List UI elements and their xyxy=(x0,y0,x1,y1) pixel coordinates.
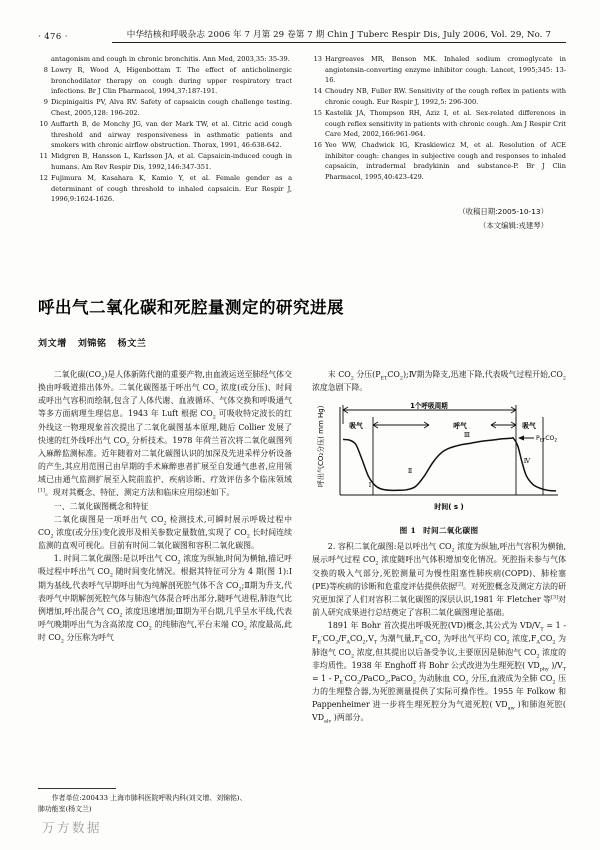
footnote-rule xyxy=(38,788,116,789)
figure-1 xyxy=(312,401,566,536)
reference-number: 11 xyxy=(39,152,48,161)
inspiration-label-right: 吸气 xyxy=(522,422,536,431)
petco2-annotation xyxy=(518,435,557,444)
reference-columns xyxy=(38,54,566,233)
reference-text: Lowry R, Wood A, Higenbottam T. The effect of anticholinergic bronchodilator therapy on cough during upper respiratory tract infections. Br J Clin Pharmacol, 1994,37:187-191. xyxy=(51,66,292,96)
reference-item xyxy=(312,86,566,107)
reference-item xyxy=(38,119,292,151)
article-title: 呼出气二氧化碳和死腔量测定的研究进展 xyxy=(38,298,344,317)
reference-text: Auffarth B, de Monchy JG, van der Mark TW, et al. Citric acid cough threshold and airway responsiveness in asthmatic patients and smokers with chronic airflow obstruction. Thorax, 1991, 46:638-642. xyxy=(51,120,292,150)
reference-number: 15 xyxy=(313,108,322,117)
body-paragraph: 2. 容积二氧化碳图:是以呼出气 $CO_2$ 浓度为纵轴,呼出气容积为横轴,展示呼气过程 $CO_2$ 浓度随呼出气体积增加变化情况。死腔指未参与气体交换的吸入气部分,死腔测量可为慢性阻塞性肺疾病(COPD)、肺栓塞(PE)等疾病的诊断和危重度评估提供依据[2]。对死腔概念及测定方法的研究更加深了人们对容积二氧化碳图的深层认识,1981 年 Fletcher 等[3]对前人研究成果进行总结奠定了容积二氧化碳图理论基础。 xyxy=(312,542,566,618)
phase-marker-1: Ⅰ xyxy=(368,481,372,490)
article-header xyxy=(38,294,566,349)
database-watermark: 万方数据 xyxy=(42,820,103,835)
breath-cycle-label: 1个呼吸周期 xyxy=(410,402,448,411)
reference-number: 12 xyxy=(39,174,48,183)
body-column-right xyxy=(312,368,566,725)
reference-item xyxy=(38,65,292,97)
reference-column-left xyxy=(38,54,292,233)
editor-note: （本文编辑:戎建琴） xyxy=(478,220,548,230)
reference-list-right xyxy=(312,54,566,183)
reference-text: Yeo WW, Chadwick IG, Kraskiewicz M, et al. Resolution of ACE inhibitor cough: changes in subjective cough and responses to inhaled capsaicin, intradermal bradykinin and substance-P. Br J Clin Pharmacol, 1995,40:423-429. xyxy=(325,141,566,182)
phase-marker-2: Ⅱ xyxy=(407,467,413,476)
affiliation-line-1: 作者单位:200433 上海市肺科医院呼吸内科(刘文增、刘锦铭)、 xyxy=(51,794,247,802)
body-paragraph: 末 $CO_2$ 分压$(P_{ET}CO_2);Ⅳ$期为降支,迅速下降,代表吸气过程开始$,CO_2$ 浓度急剧下降。 xyxy=(312,370,567,393)
capnogram-chart xyxy=(312,401,566,519)
journal-running-title: 中华结核和呼吸杂志 2006 年 7 月第 29 卷第 7 期 Chin J Tuberc Respir Dis, July 2006, Vol. 29, No. 7 xyxy=(112,28,566,43)
reference-number: 16 xyxy=(313,141,322,150)
body-text-right-bottom xyxy=(312,540,566,724)
reference-number: 14 xyxy=(313,87,322,96)
author-name: 杨文兰 xyxy=(117,339,147,349)
figure-caption xyxy=(312,525,566,536)
received-date-block xyxy=(312,205,566,233)
received-date: （收稿日期:2005-10-13） xyxy=(458,206,548,216)
body-paragraph: 二氧化碳$(CO_2)$是人体新陈代谢的重要产物,由血液运送至肺经气体交换由呼吸道排出体外。二氧化碳图基于呼出气 $CO_2$ 浓度(或分压)、时间或呼出气容积而绘制,包含了人体代谢、血液循环、气体交换和呼吸通气等多方面病理生理信息。1943 年 Luft 根据 $CO_2$ 可吸收特定波长的红外线这一物理现象首次提出了二氧化碳图基本原理,随后 Collier 发展了快速的红外线呼出气 $CO_2$ 分析技术。1978 年荷兰首次将二氧化碳图列入麻醉监测标准。近年随着对二氧化碳图认识的加深及先进采样分析设备的产生,其应用范围已由早期的手术麻醉患者扩展至自发通气患者,应用领域已由通气监测扩展至入院前监护、疾病诊断、疗效评估多个临床领域[1]。现对其概念、特征、测定方法和临床应用综述如下。 xyxy=(38,370,293,498)
reference-text: Hargreaves MR, Benson MK. Inhaled sodium cromoglycate in angiotensin-converting enzyme inhibitor cough. Lancet, 1995;345: 13-16. xyxy=(325,55,566,85)
figure-number: 图 1 xyxy=(399,526,417,536)
reference-item xyxy=(38,54,292,65)
body-columns xyxy=(38,368,566,725)
reference-item xyxy=(38,97,292,118)
reference-column-right xyxy=(312,54,566,233)
reference-item xyxy=(38,173,292,205)
reference-text: antagonism and cough in chronic bronchitis. Ann Med, 2003,35: 35-39. xyxy=(51,55,290,63)
body-text-left xyxy=(38,368,292,644)
reference-text: Choudry NB, Fuller RW. Sensitivity of the cough reflex in patients with chronic cough. Eur Respir J, 1992,5: 296-300. xyxy=(325,87,566,106)
author-name: 刘文增 xyxy=(38,339,67,349)
page-folio: · 476 · xyxy=(38,32,68,42)
reference-item xyxy=(38,151,292,172)
inspiration-label-left: 吸气 xyxy=(349,422,363,431)
reference-text: Kastelik JA, Thompson RH, Aziz I, et al. Sex-related differences in cough reflex sensitivity in patients with chronic cough. Am J Respir Crit Care Med, 2002,166:961-964. xyxy=(325,108,566,139)
expiration-label: 呼气 xyxy=(453,422,467,431)
author-name: 刘锦铭 xyxy=(77,339,107,349)
affiliation-line-2: 肺功能室(杨文兰) xyxy=(38,805,92,813)
x-axis-label: 时间( s ) xyxy=(434,503,464,512)
reference-number: 10 xyxy=(39,120,48,129)
figure-caption-text: 时间二氧化碳图 xyxy=(423,526,479,536)
reference-text: Dicpinigaitis PV, Alva RV. Safety of capsaicin cough challenge testing. Chest, 2005,128: 196-202. xyxy=(51,98,292,117)
body-paragraph: 一、二氧化碳图概念和特征 xyxy=(53,501,149,511)
petco2-label: $P_{ET}CO_2$ xyxy=(536,435,558,444)
phase-marker-4: Ⅳ xyxy=(523,457,531,466)
y-axis-label: 呼出气CO₂分压( mm Hg) xyxy=(317,405,325,488)
article-authors xyxy=(38,336,566,349)
reference-item xyxy=(312,108,566,140)
running-head xyxy=(38,28,566,43)
body-text-right-top xyxy=(312,368,566,394)
body-column-left xyxy=(38,368,292,725)
author-affiliation-footnote xyxy=(38,788,292,815)
reference-number: 13 xyxy=(313,55,322,63)
reference-number: 8 xyxy=(43,66,48,75)
body-paragraph: 1. 时间二氧化碳图:是以呼出气 $CO_2$ 浓度为纵轴,时间为横轴,描记呼吸过程中呼出气 $CO_2$ 随时间变化情况。根据其特征可分为 4 期(图 1):Ⅰ期为基线,代表呼气早期呼出气为纯解剖死腔气体不含 $CO_2;Ⅱ$期为升支,代表呼气中期解剖死腔气体与肺泡气体混合呼出部分,随呼气进程,肺泡气比例增加,呼出混合气 $CO_2$ 浓度迅速增加;Ⅲ期为平台期,几乎呈水平线,代表呼气晚期呼出气为含高浓度 $CO_2$ 的纯肺泡气,平台末端 $CO_2$ 浓度最高,此时 $CO_2$ 分压称为呼气 xyxy=(38,554,293,645)
reference-item xyxy=(312,140,566,182)
body-paragraph: 1891 年 Bohr 首次提出呼吸死腔(VD)概念,其公式为 $VD/V_T = 1 - F_E^-CO_2/F_ACO_2,V_T$ 为潮气量$,F_E^-CO_2$ 为呼出气平均 $CO_2$ 浓度$,F_ACO_2$ 为肺泡气 $CO_2$ 浓度,但其提出以后备受争议,主要原因是肺泡气 $CO_2$ 浓度的非均质性。1938 年 Enghoff 将 Bohr 公式改进为生理死腔( $VD_{phy}$ )$/V_T = 1$ - $P_E^-CO_2/PaCO_2,PaCO_2$ 为动脉血 $CO_2$ 分压,血液成为全肺 $CO_2$ 压力的生理整合器,为死腔测量提供了实际可操作性。1955 年 Folkow 和 Pappenheimer 进一步将生理死腔分为气道死腔( $VD_{aw}$ )和肺泡死腔( $VD_{alv}$ )两部分。 xyxy=(312,621,566,725)
body-paragraph: 二氧化碳图是一项呼出气 $CO_2$ 检测技术,可瞬时展示呼吸过程中 $CO_2$ 浓度(或分压)变化波形及相关参数定量数值,实现了 $CO_2$ 长时间连续监测的直观可视化。目前有时间二氧化碳图和容积二氧化碳图。 xyxy=(38,514,292,551)
reference-item xyxy=(312,54,566,86)
reference-list-left xyxy=(38,54,292,205)
reference-text: Midgren B, Hansson L, Karlsson JA, et al. Capsaicin-induced cough in humans. Am Rev Respir Dis, 1992,146:347-351. xyxy=(51,152,292,171)
reference-number: 9 xyxy=(43,98,48,107)
phase-marker-3: Ⅲ xyxy=(463,431,471,440)
reference-text: Fujimura M, Kasahara K, Kamio Y, et al. Female gender as a determinant of cough threshold to inhaled capsaicin. Eur Respir J, 1996,9:1624-1626. xyxy=(51,174,292,204)
